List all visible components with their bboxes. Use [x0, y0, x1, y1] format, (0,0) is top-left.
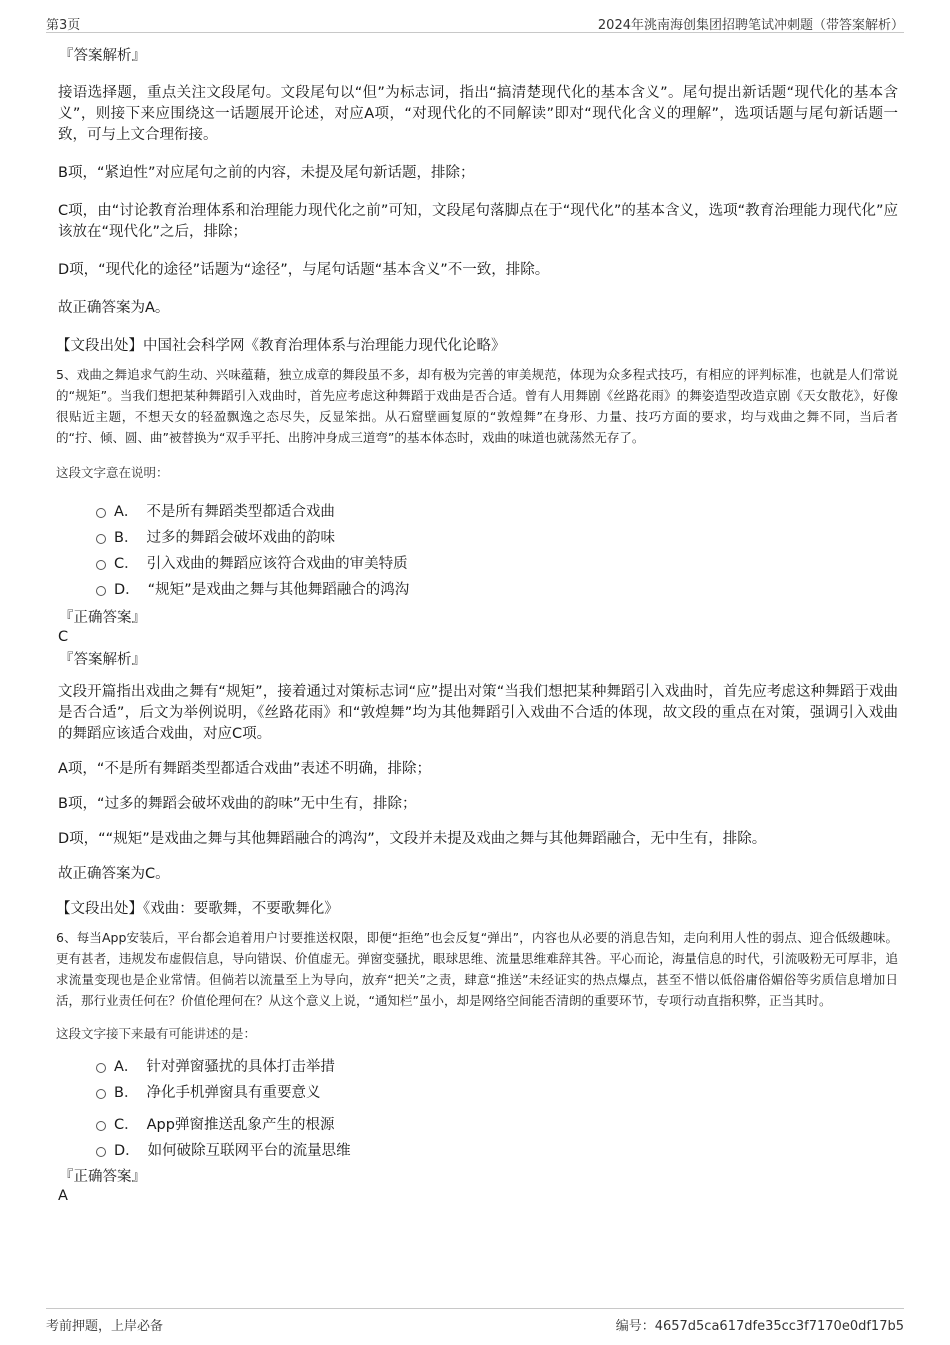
q4-analysis-para-1: 接语选择题，重点关注文段尾句。文段尾句以“但”为标志词，指出“搞清楚现代化的基本含义”。尾句提出新话题“现代化的基本含义”，则接下来应围绕这一话题展开论述，对应A项，“对现代化的不同解读”即对“现代化含义的理解”，选项话题与尾句新话题一致，可与上文合理衔接。: [58, 85, 898, 143]
radio-icon[interactable]: [96, 586, 106, 596]
page-header: [46, 12, 904, 33]
q5-passage: 5、戏曲之舞追求气韵生动、兴味蕴藉，独立成章的舞段虽不多，却有极为完善的审美规范，体现为众多程式技巧，有相应的评判标准，也就是人们常说的“规矩”。当我们想把某种舞蹈引入戏曲时，首先应考虑这种舞蹈于戏曲是否合适。曾有人用舞剧《丝路花雨》的舞姿造型改造京剧《天女散花》，好像很贴近主题，不想天女的轻盈飘逸之态尽失，反显笨拙。从石窟壁画复原的“敦煌舞”在身形、力量、技巧方面的要求，均与戏曲之舞不同，当后者的“拧、倾、圆、曲”被替换为“双手平托、出胯冲身成三道弯”的基本体态时，戏曲的味道也就荡然无存了。: [56, 367, 898, 445]
q6-option-c[interactable]: C． App弹窗推送乱象产生的根源: [56, 1115, 898, 1141]
q5-prompt: 这段文字意在说明：: [56, 465, 169, 480]
q5-analysis-para-3: B项，“过多的舞蹈会破坏戏曲的韵味”无中生有，排除；: [58, 796, 417, 812]
q5-analysis-para-4: D项，““规矩”是戏曲之舞与其他舞蹈融合的鸿沟”，文段并未提及戏曲之舞与其他舞蹈融合，无中生有，排除。: [58, 831, 767, 847]
q4-analysis-para-2: B项，“紧迫性”对应尾句之前的内容，未提及尾句新话题，排除；: [58, 165, 475, 181]
q6-option-b[interactable]: B． 净化手机弹窗具有重要意义: [56, 1083, 898, 1115]
q5-analysis-para-1: 文段开篇指出戏曲之舞有“规矩”，接着通过对策标志词“应”提出对策“当我们想把某种舞蹈引入戏曲时，首先应考虑这种舞蹈于戏曲是否合适”，后文为举例说明，《丝路花雨》和“敦煌舞”均为其他舞蹈引入戏曲不合适的体现，故文段的重点在对策，强调引入戏曲的舞蹈应该适合戏曲，对应C项。: [58, 684, 898, 742]
q5-analysis-para-2: A项，“不是所有舞蹈类型都适合戏曲”表述不明确，排除；: [58, 761, 431, 777]
q5-answer-label: 『正确答案』: [59, 610, 146, 626]
radio-icon[interactable]: [96, 560, 106, 570]
document-title: 2024年洮南海创集团招聘笔试冲刺题（带答案解析）: [597, 18, 904, 33]
q5-analysis-conclusion: 故正确答案为C。: [58, 866, 170, 882]
q5-answer: C: [58, 629, 69, 645]
page-footer: [46, 1308, 904, 1333]
page-number: 第3页: [46, 18, 81, 33]
q6-option-a[interactable]: A． 针对弹窗骚扰的具体打击举措: [56, 1057, 898, 1083]
q4-source: 【文段出处】中国社会科学网《教育治理体系与治理能力现代化论略》: [56, 338, 506, 354]
radio-icon[interactable]: [96, 1089, 106, 1099]
q6-passage: 6、每当App安装后，平台都会追着用户讨要推送权限，即便“拒绝”也会反复“弹出”，内容也从必要的消息告知，走向利用人性的弱点、迎合低级趣味。更有甚者，违规发布虚假信息，导向错误、价值虚无。弹窗变骚扰，眼球思维、流量思维难辞其咎。平心而论，海量信息的时代，引流吸粉无可厚非，追求流量变现也是企业常情。但倘若以流量至上为导向，放弃“把关”之责，肆意“推送”未经证实的热点爆点，甚至不惜以低俗庸俗媚俗等劣质信息增加日活，那行业责任何在？价值伦理何在？从这个意义上说，“通知栏”虽小，却是网络空间能否清朗的重要环节，专项行动直指积弊，正当其时。: [56, 930, 898, 1008]
q4-analysis-para-4: D项，“现代化的途径”话题为“途径”，与尾句话题“基本含义”不一致，排除。: [58, 262, 550, 278]
q6-answer-label: 『正确答案』: [59, 1169, 146, 1185]
radio-icon[interactable]: [96, 1063, 106, 1073]
q5-option-b[interactable]: B． 过多的舞蹈会破坏戏曲的韵味: [56, 528, 898, 554]
q6-prompt: 这段文字接下来最有可能讲述的是：: [56, 1026, 257, 1041]
q5-option-a[interactable]: A． 不是所有舞蹈类型都适合戏曲: [56, 502, 898, 528]
q5-option-d[interactable]: D． “规矩”是戏曲之舞与其他舞蹈融合的鸿沟: [56, 580, 898, 606]
q4-analysis-conclusion: 故正确答案为A。: [58, 300, 170, 316]
q4-analysis-para-3: C项，由“讨论教育治理体系和治理能力现代化之前”可知，文段尾句落脚点在于“现代化”的基本含义，选项“教育治理能力现代化”应该放在“现代化”之后，排除；: [58, 203, 898, 240]
q5-option-c[interactable]: C． 引入戏曲的舞蹈应该符合戏曲的审美特质: [56, 554, 898, 580]
q6-options: [56, 1057, 898, 1167]
q4-analysis-label: 『答案解析』: [59, 48, 146, 64]
radio-icon[interactable]: [96, 1121, 106, 1131]
q6-option-d[interactable]: D． 如何破除互联网平台的流量思维: [56, 1141, 898, 1167]
radio-icon[interactable]: [96, 534, 106, 544]
footer-slogan: 考前押题，上岸必备: [46, 1319, 164, 1334]
radio-icon[interactable]: [96, 1147, 106, 1157]
q6-answer: A: [58, 1188, 68, 1204]
q5-analysis-label: 『答案解析』: [59, 652, 146, 668]
radio-icon[interactable]: [96, 508, 106, 518]
document-code: 编号：4657d5ca617dfe35cc3f7170e0df17b5: [615, 1319, 904, 1334]
q5-options: [56, 502, 898, 606]
document-body: [56, 44, 898, 1205]
q5-source: 【文段出处】《戏曲：要歌舞，不要歌舞化》: [56, 901, 339, 917]
